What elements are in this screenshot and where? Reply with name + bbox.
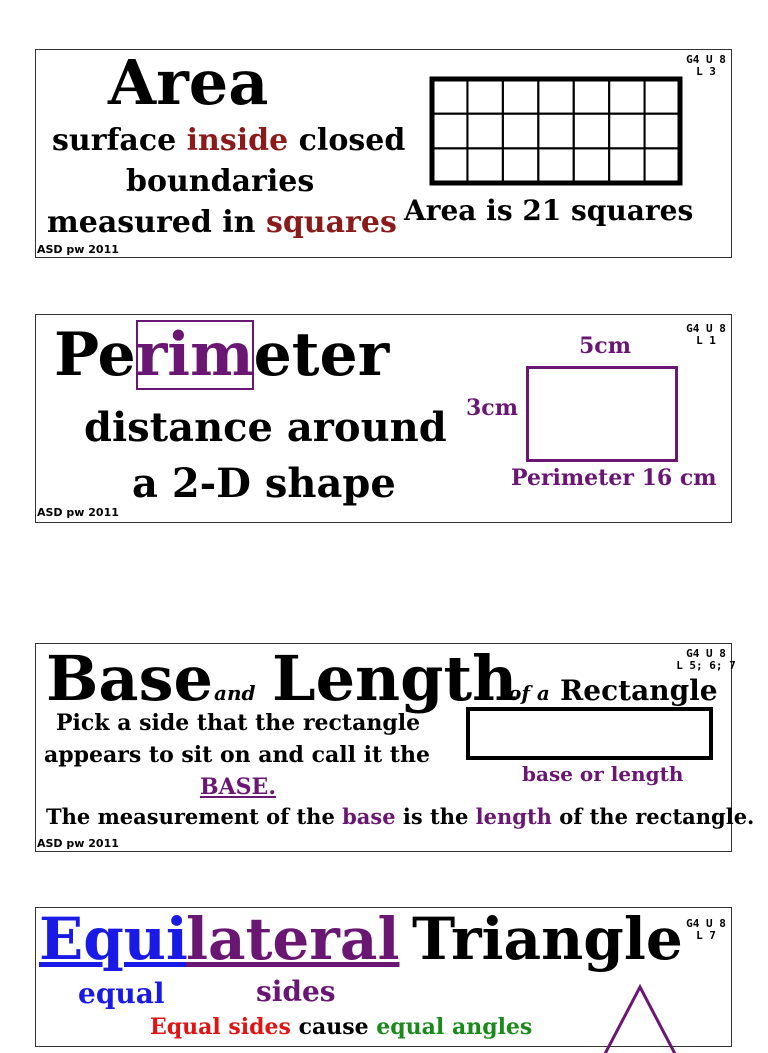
grid-square bbox=[609, 79, 644, 114]
title-rim-boxed: rim bbox=[135, 320, 254, 390]
definition-line-3 bbox=[47, 204, 397, 242]
area-caption: Area is 21 squares bbox=[404, 194, 694, 227]
title-base: Base bbox=[46, 642, 213, 715]
body-line-2: appears to sit on and call it the bbox=[44, 742, 430, 768]
definition-line-1 bbox=[52, 122, 405, 160]
sentence-length: length bbox=[475, 804, 552, 829]
grid-square bbox=[538, 79, 573, 114]
title-part: Pe bbox=[54, 320, 136, 390]
card-code bbox=[682, 918, 730, 942]
def-text: closed bbox=[288, 123, 406, 158]
grid-square bbox=[645, 148, 680, 183]
title-rectangle: Rectangle bbox=[560, 674, 718, 707]
credit: ASD pw 2011 bbox=[37, 506, 119, 519]
unit-code: G4 U 8 bbox=[686, 322, 726, 335]
grid-square bbox=[467, 148, 502, 183]
def-text: measured in bbox=[47, 205, 266, 240]
card-code bbox=[682, 54, 730, 78]
grid-square bbox=[574, 114, 609, 149]
body-line-3-base: BASE. bbox=[200, 774, 276, 800]
emphasis-squares: squares bbox=[265, 205, 397, 240]
unit-code: G4 U 8 bbox=[686, 647, 726, 660]
title-part: eter bbox=[253, 320, 390, 390]
title-equi: Equi bbox=[39, 905, 188, 973]
title-length: Length bbox=[272, 642, 518, 715]
grid-square bbox=[467, 114, 502, 149]
grid-square bbox=[538, 114, 573, 149]
grid-square bbox=[503, 79, 538, 114]
grid-square bbox=[503, 148, 538, 183]
credit: ASD pw 2011 bbox=[37, 837, 119, 850]
grid-square bbox=[574, 148, 609, 183]
rect-caption: base or length bbox=[522, 762, 684, 786]
def-text: surface bbox=[52, 123, 187, 158]
grid-square bbox=[538, 148, 573, 183]
equal-sides-text: Equal sides bbox=[150, 1014, 291, 1040]
equilateral-card bbox=[35, 907, 732, 1047]
card-title bbox=[54, 321, 389, 389]
equilateral-triangle bbox=[592, 983, 688, 1053]
title-and: and bbox=[214, 681, 256, 705]
base-length-card bbox=[35, 642, 755, 852]
title-triangle: Triangle bbox=[412, 905, 683, 973]
grid-square bbox=[432, 148, 467, 183]
grid-square bbox=[574, 79, 609, 114]
lesson-code: L 7 bbox=[696, 929, 716, 942]
word-equal: equal bbox=[78, 977, 165, 1010]
unit-code: G4 U 8 bbox=[686, 917, 726, 930]
grid-square bbox=[609, 148, 644, 183]
sentence-base: base bbox=[342, 804, 396, 829]
perimeter-caption: Perimeter 16 cm bbox=[511, 465, 717, 491]
equal-sides-equal-angles bbox=[150, 1012, 532, 1042]
cause-text: cause bbox=[290, 1014, 377, 1040]
area-card bbox=[35, 46, 732, 258]
square-grid bbox=[429, 76, 683, 186]
title-lateral: lateral bbox=[186, 905, 400, 973]
lesson-code: L 3 bbox=[696, 65, 716, 78]
sentence-text: is the bbox=[395, 804, 476, 829]
unit-code: G4 U 8 bbox=[686, 53, 726, 66]
definition-line-2: boundaries bbox=[126, 164, 315, 199]
card-code bbox=[682, 323, 730, 347]
base-rectangle bbox=[466, 707, 713, 760]
grid-square bbox=[645, 114, 680, 149]
emphasis-inside: inside bbox=[186, 123, 289, 158]
side-length-label: 3cm bbox=[466, 395, 518, 421]
grid-border bbox=[432, 79, 680, 183]
definition-line-1: distance around bbox=[84, 404, 447, 451]
grid-square bbox=[609, 114, 644, 149]
card-code bbox=[676, 648, 736, 672]
top-length-label: 5cm bbox=[579, 333, 631, 359]
sentence-text: of the rectangle. bbox=[551, 804, 755, 829]
lesson-code: L 5; 6; 7 bbox=[676, 659, 736, 672]
definition-line-2: a 2-D shape bbox=[132, 460, 396, 507]
grid-square bbox=[645, 79, 680, 114]
word-sides: sides bbox=[256, 975, 336, 1008]
card-title: Area bbox=[108, 46, 269, 119]
perimeter-card bbox=[35, 314, 732, 523]
perimeter-rectangle bbox=[526, 366, 678, 462]
grid-square bbox=[467, 79, 502, 114]
grid-square bbox=[432, 114, 467, 149]
sentence-text: The measurement of the bbox=[46, 804, 343, 829]
equal-angles-text: equal angles bbox=[376, 1014, 533, 1040]
title-of-a: of a bbox=[508, 681, 550, 705]
credit: ASD pw 2011 bbox=[37, 243, 119, 256]
grid-square bbox=[503, 114, 538, 149]
body-line-1: Pick a side that the rectangle bbox=[56, 710, 421, 736]
lesson-code: L 1 bbox=[696, 334, 716, 347]
base-length-sentence bbox=[46, 803, 754, 831]
grid-square bbox=[432, 79, 467, 114]
